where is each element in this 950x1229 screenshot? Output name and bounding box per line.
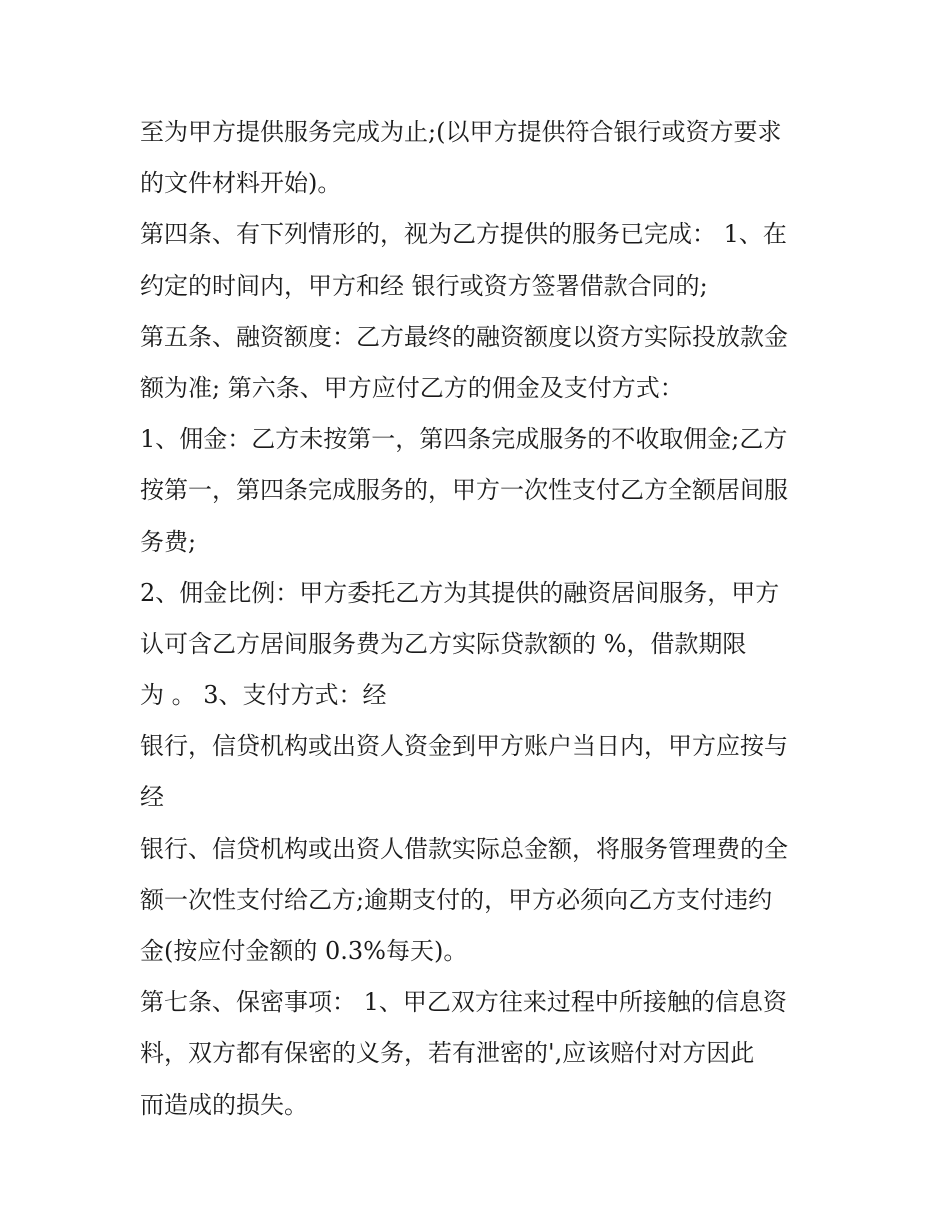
text-line: 为 。 3、支付方式：经 <box>140 681 387 710</box>
text-line: 额为准; 第六条、甲方应付乙方的佣金及支付方式： <box>140 373 684 402</box>
text-line: 认可含乙方居间服务费为乙方实际贷款额的 %，借款期限 <box>140 629 747 658</box>
text-line: 金(按应付金额的 0.3%每天)。 <box>140 937 468 965</box>
text-line: 经 <box>140 783 164 812</box>
text-line: 第七条、保密事项： 1、甲乙双方往来过程中所接触的信息资 <box>140 988 787 1017</box>
document-body <box>140 107 830 1131</box>
text-line: 按第一，第四条完成服务的，甲方一次性支付乙方全额居间服 <box>140 476 788 505</box>
text-line: 料，双方都有保密的义务，若有泄密的',应该赔付对方因此 <box>140 1039 755 1068</box>
text-line: 额一次性支付给乙方;逾期支付的，甲方必须向乙方支付违约 <box>140 885 773 914</box>
text-line: 而造成的损失。 <box>140 1090 308 1119</box>
text-line: 银行，信贷机构或出资人资金到甲方账户当日内，甲方应按与 <box>140 732 788 761</box>
text-line: 约定的时间内，甲方和经 银行或资方签署借款合同的; <box>140 271 708 300</box>
text-line: 第四条、有下列情形的，视为乙方提供的服务已完成： 1、在 <box>140 220 787 249</box>
text-line: 1、佣金：乙方未按第一，第四条完成服务的不收取佣金;乙方 <box>140 425 788 454</box>
text-line: 务费; <box>140 527 197 556</box>
text-line: 的文件材料开始)。 <box>140 169 342 198</box>
text-line: 至为甲方提供服务完成为止;(以甲方提供符合银行或资方要求 <box>140 118 782 146</box>
text-line: 2、佣金比例：甲方委托乙方为其提供的融资居间服务，甲方 <box>140 578 780 607</box>
text-line: 银行、信贷机构或出资人借款实际总金额，将服务管理费的全 <box>140 834 788 863</box>
text-line: 第五条、融资额度：乙方最终的融资额度以资方实际投放款金 <box>140 322 788 351</box>
